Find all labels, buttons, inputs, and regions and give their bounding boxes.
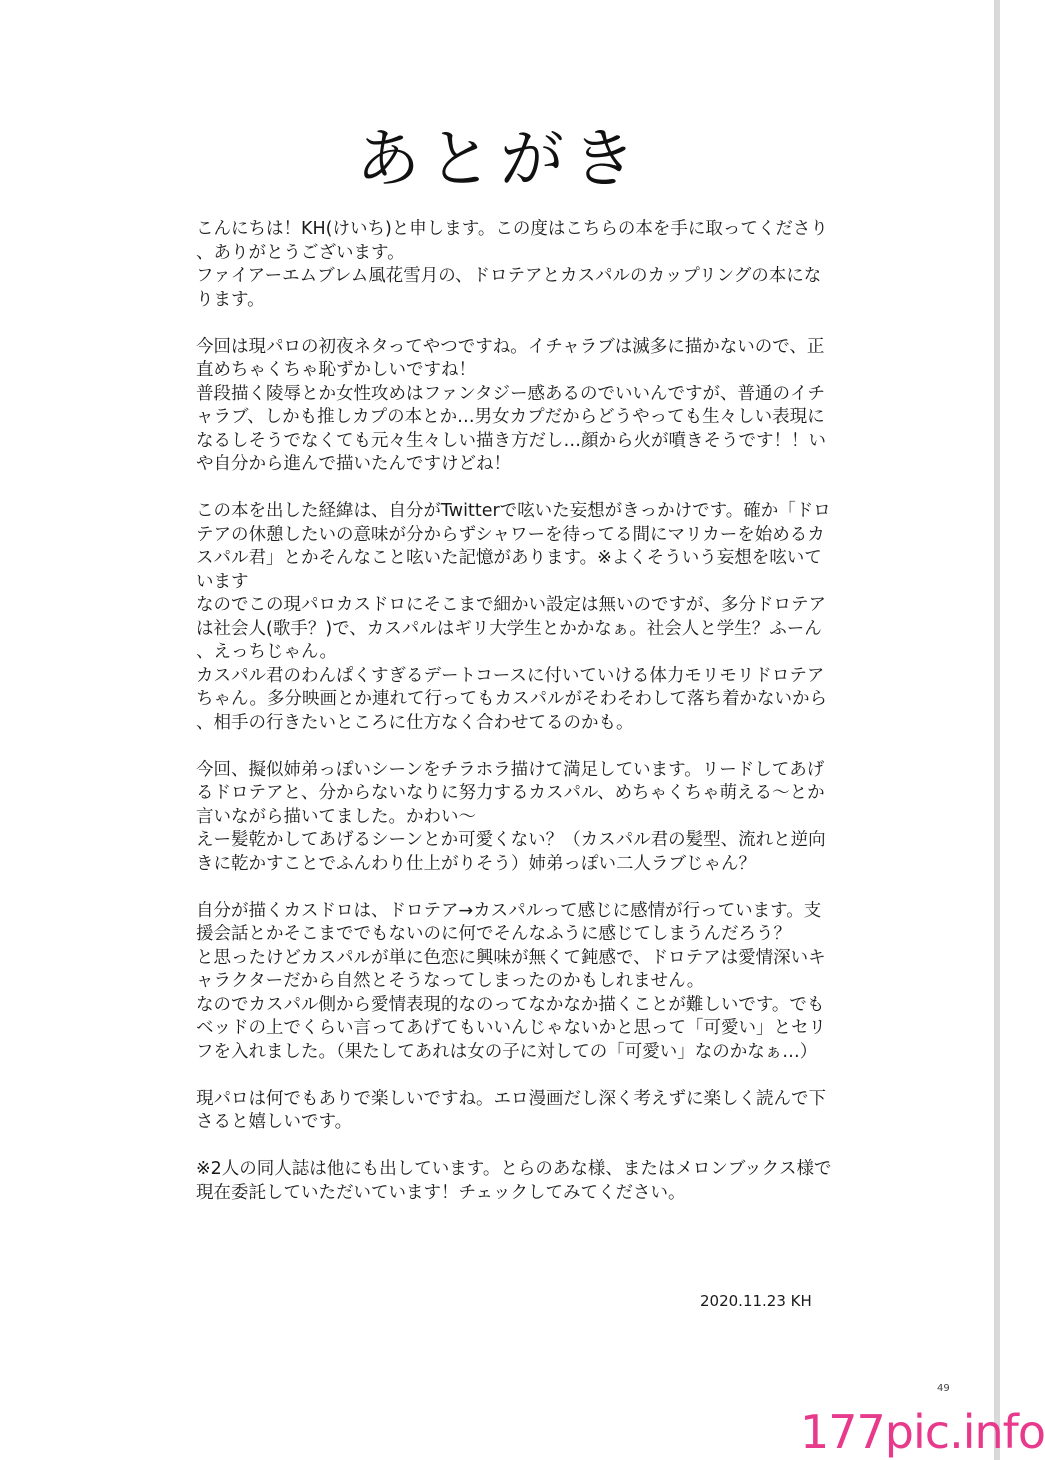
page-edge [994,0,1000,1460]
paragraph-closing: 現パロは何でもありで楽しいですね。エロ漫画だし深く考えずに楽しく読んで下さると嬉しいです。 [196,1088,826,1132]
page-number: 49 [937,1383,950,1394]
paragraph-theme: 今回は現パロの初夜ネタってやつですね。イチャラブは滅多に描かないので、正直めちゃくちゃ恥ずかしいですね！ 普段描く陵辱とか女性攻めはファンタジー感あるのでいいんですが、普通のイチャラブ、しかも推しカプの本とか…男女カプだからどうやっても生々しい表現になるしそうでなくても元々生々しい描き方だし…顔から火が噴きそうです！！いや自分から進んで描いたんですけどね！ [196,336,826,474]
paragraph-siblings: 今回、擬似姉弟っぽいシーンをチラホラ描けて満足しています。リードしてあげるドロテアと、分からないなりに努力するカスパル、めちゃくちゃ萌える～とか言いながら描いてました。かわい～ えー髪乾かしてあげるシーンとか可愛くない？（カスパル君の髪型、流れと逆向きに乾かすことでふんわり仕上がりそう）姉弟っぽい二人ラブじゃん？ [196,759,826,874]
paragraph-origin: この本を出した経緯は、自分がTwitterで呟いた妄想がきっかけです。確か「ドロテアの休憩したいの意味が分からずシャワーを待ってる間にマリカーを始めるカスパル君」とかそんなこと呟いた記憶があります。※よくそういう妄想を呟いています なのでこの現パロカスドロにそこまで細かい設定は無いのですが、多分ドロテアは社会人(歌手？)で、カスパルはギリ大学生とかかなぁ。社会人と学生？ふーん、えっちじゃん。 カスパル君のわんぱくすぎるデートコースに付いていける体力モリモリドロテアちゃん。多分映画とか連れて行ってもカスパルがそわそわして落ち着かないから、相手の行きたいところに仕方なく合わせてるのかも。 [196,501,831,733]
watermark-logo: 177pic.info [800,1405,1045,1459]
paragraph-greeting: こんにちは！KH(けいち)と申します。この度はこちらの本を手に取ってくださり、ありがとうございます。 ファイアーエムブレム風花雪月の、ドロテアとカスパルのカップリングの本になります。 [196,219,828,310]
page-title: あとがき [356,123,644,197]
paragraph-feelings: 自分が描くカスドロは、ドロテア→カスパルって感じに感情が行っています。支援会話とかそこまででもないのに何でそんなふうに感じてしまうんだろう？ と思ったけどカスパルが単に色恋に興味が無くて鈍感で、ドロテアは愛情深いキャラクターだから自然とそうなってしまったのかもしれません。 なのでカスパル側から愛情表現的なのってなかなか描くことが難しいです。でもベッドの上でくらい言ってあげてもいいんじゃないかと思って「可愛い」とセリフを入れました。（果たしてあれは女の子に対しての「可愛い」なのかなぁ…） [196,900,826,1062]
afterword-body [196,218,836,1229]
signature-date: 2020.11.23 KH [700,1292,812,1310]
paragraph-notice: ※2人の同人誌は他にも出しています。とらのあな様、またはメロンブックス様で現在委託していただいています！チェックしてみてください。 [196,1159,832,1203]
